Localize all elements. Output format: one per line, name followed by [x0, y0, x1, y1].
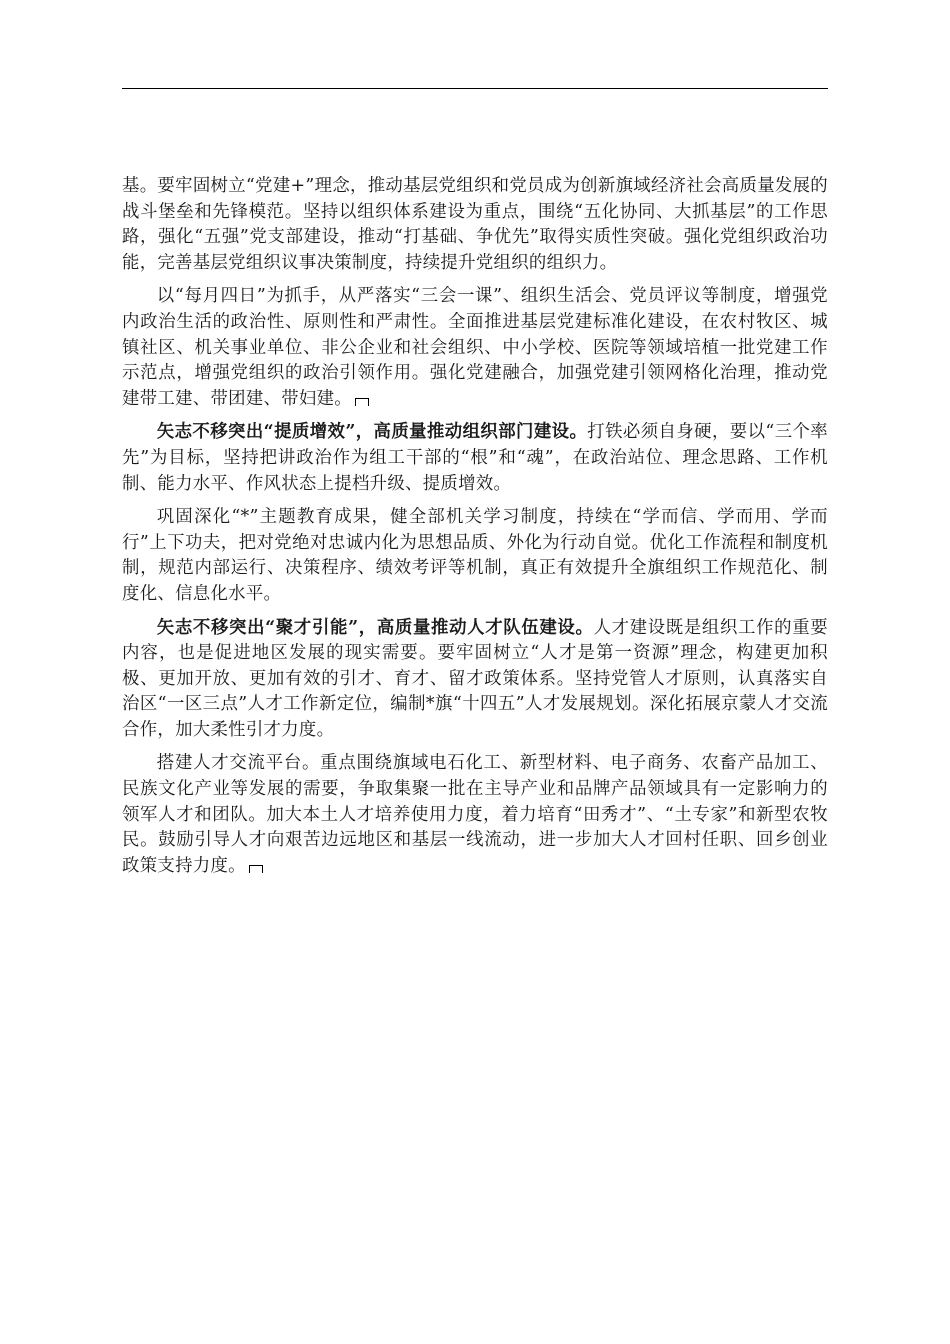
- paragraph-6-text: 搭建人才交流平台。重点围绕旗域电石化工、新型材料、电子商务、农畜产品加工、民族文化产业等发展的需要，争取集聚一批在主导产业和品牌产品领域具有一定影响力的领军人才和团队。加大本土人才培养使用力度，着力培育“田秀才”、“土专家”和新型农牧民。鼓励引导人才向艰苦边远地区和基层一线流动，进一步加大人才回村任职、回乡创业政策支持力度。: [122, 753, 828, 876]
- paragraph-6: [122, 751, 828, 879]
- paragraph-2: [122, 284, 828, 412]
- section-heading-talent: 矢志不移突出“聚才引能”，高质量推动人才队伍建设。: [156, 617, 594, 638]
- paragraph-4: [122, 505, 828, 607]
- paragraph-3: [122, 420, 828, 497]
- paragraph-2-text: 以“每月四日”为抓手，从严落实“三会一课”、组织生活会、党员评议等制度，增强党内政治生活的政治性、原则性和严肃性。全面推进基层党建标准化建设，在农村牧区、城镇社区、机关事业单位、非公企业和社会组织、中小学校、医院等领域培植一批党建工作示范点，增强党组织的政治引领作用。强化党建融合，加强党建引领网格化治理，推动党建带工建、带团建、带妇建。: [122, 286, 828, 409]
- document-body: [122, 174, 828, 887]
- paragraph-4-text: 巩固深化“*”主题教育成果，健全部机关学习制度，持续在“学而信、学而用、学而行”上下功夫，把对党绝对忠诚内化为思想品质、外化为行动自觉。优化工作流程和制度机制，规范内部运行、决策程序、绩效考评等机制，真正有效提升全旗组织工作规范化、制度化、信息化水平。: [122, 507, 828, 604]
- section-heading-quality: 矢志不移突出“提质增效”，高质量推动组织部门建设。: [156, 422, 588, 443]
- paragraph-3-text: 打铁必须自身硬，要以“三个率先”为目标，坚持把讲政治作为组工干部的“根”和“魂”，在政治站位、理念思路、工作机制、能力水平、作风状态上提档升级、提质增效。: [122, 422, 829, 494]
- paragraph-1: [122, 174, 828, 276]
- paragraph-5: [122, 616, 828, 744]
- paragraph-mark-icon: [355, 398, 369, 406]
- paragraph-1-text: 基。要牢固树立“党建+”理念，推动基层党组织和党员成为创新旗域经济社会高质量发展的战斗堡垒和先锋模范。坚持以组织体系建设为重点，围绕“五化协同、大抓基层”的工作思路，强化“五强”党支部建设，推动“打基础、争优先”取得实质性突破。强化党组织政治功能，完善基层党组织议事决策制度，持续提升党组织的组织力。: [122, 176, 828, 273]
- header-rule: [122, 88, 828, 89]
- paragraph-5-text: 人才建设既是组织工作的重要内容，也是促进地区发展的现实需要。要牢固树立“人才是第一资源”理念，构建更加积极、更加开放、更加有效的引才、育才、留才政策体系。坚持党管人才原则，认真落实自治区“一区三点”人才工作新定位，编制*旗“十四五”人才发展规划。深化拓展京蒙人才交流合作，加大柔性引才力度。: [122, 617, 828, 740]
- paragraph-mark-icon: [249, 865, 263, 873]
